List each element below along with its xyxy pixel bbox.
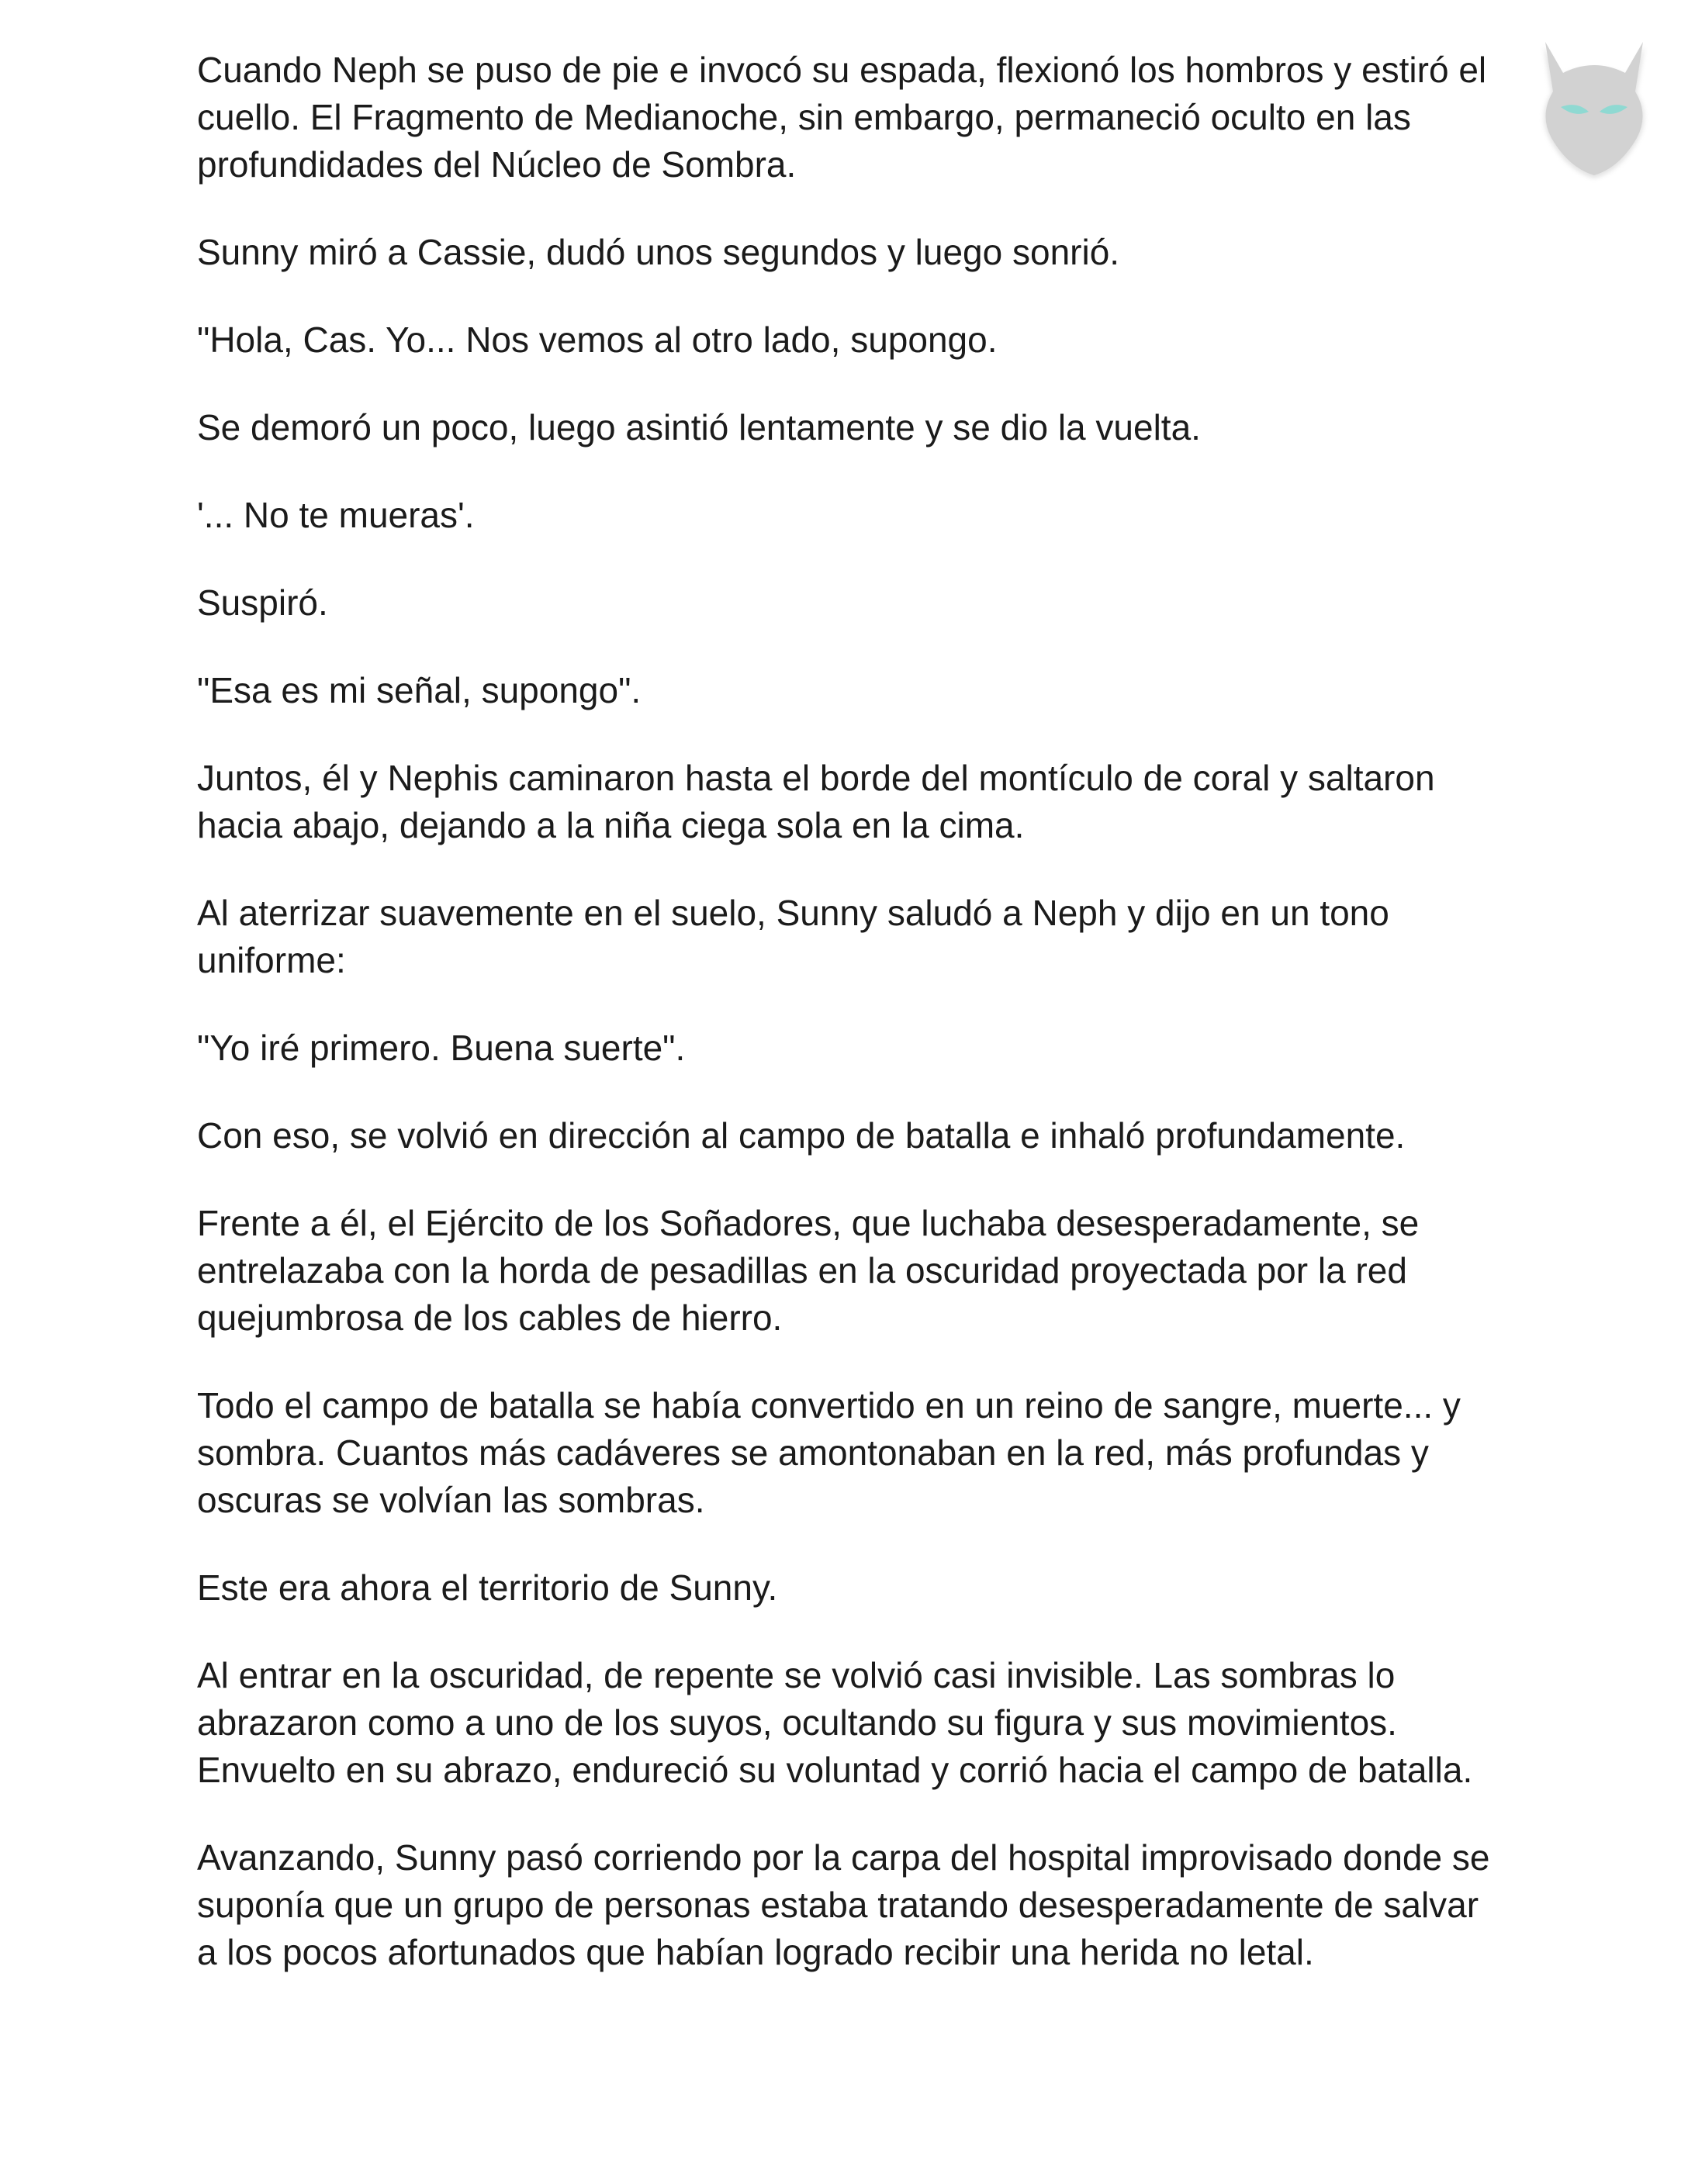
paragraph-8: Juntos, él y Nephis caminaron hasta el borde del montículo de coral y saltaron hacia abajo, dejando a la niña ciega sola en la cima. xyxy=(197,758,1435,845)
paragraph-16: Avanzando, Sunny pasó corriendo por la carpa del hospital improvisado donde se suponía que un grupo de personas estaba tratando desesperadamente de salvar a los pocos afortunados que habían logrado recibir una herida no letal. xyxy=(197,1837,1490,1972)
paragraph-6: Suspiró. xyxy=(197,582,328,623)
paragraph-4: Se demoró un poco, luego asintió lentamente y se dio la vuelta. xyxy=(197,407,1201,448)
body-text xyxy=(197,47,1500,2016)
paragraph-9: Al aterrizar suavemente en el suelo, Sunny saludó a Neph y dijo en un tono uniforme: xyxy=(197,893,1389,980)
demon-head-icon xyxy=(1520,16,1668,186)
paragraph-14: Este era ahora el territorio de Sunny. xyxy=(197,1567,778,1608)
paragraph-5: '... No te mueras'. xyxy=(197,495,475,535)
paragraph-1: Cuando Neph se puso de pie e invocó su espada, flexionó los hombros y estiró el cuello. El Fragmento de Medianoche, sin embargo, permaneció oculto en las profundidades del Núcleo de Sombra. xyxy=(197,50,1487,185)
paragraph-11: Con eso, se volvió en dirección al campo de batalla e inhaló profundamente. xyxy=(197,1115,1406,1156)
paragraph-2: Sunny miró a Cassie, dudó unos segundos y luego sonrió. xyxy=(197,232,1120,272)
paragraph-12: Frente a él, el Ejército de los Soñadores, que luchaba desesperadamente, se entrelazaba con la horda de pesadillas en la oscuridad proyectada por la red quejumbrosa de los cables de hierro. xyxy=(197,1203,1420,1338)
paragraph-7: "Esa es mi señal, supongo". xyxy=(197,670,642,710)
logo-head xyxy=(1545,42,1643,175)
paragraph-13: Todo el campo de batalla se había convertido en un reino de sangre, muerte... y sombra. Cuantos más cadáveres se amontonaban en la red, más profundas y oscuras se volvían las sombras. xyxy=(197,1385,1461,1520)
paragraph-10: "Yo iré primero. Buena suerte". xyxy=(197,1028,686,1068)
paragraph-3: "Hola, Cas. Yo... Nos vemos al otro lado, supongo. xyxy=(197,320,998,360)
paragraph-15: Al entrar en la oscuridad, de repente se volvió casi invisible. Las sombras lo abrazaron como a uno de los suyos, ocultando su figura y sus movimientos. Envuelto en su abrazo, endureció su voluntad y corrió hacia el campo de batalla. xyxy=(197,1655,1473,1790)
